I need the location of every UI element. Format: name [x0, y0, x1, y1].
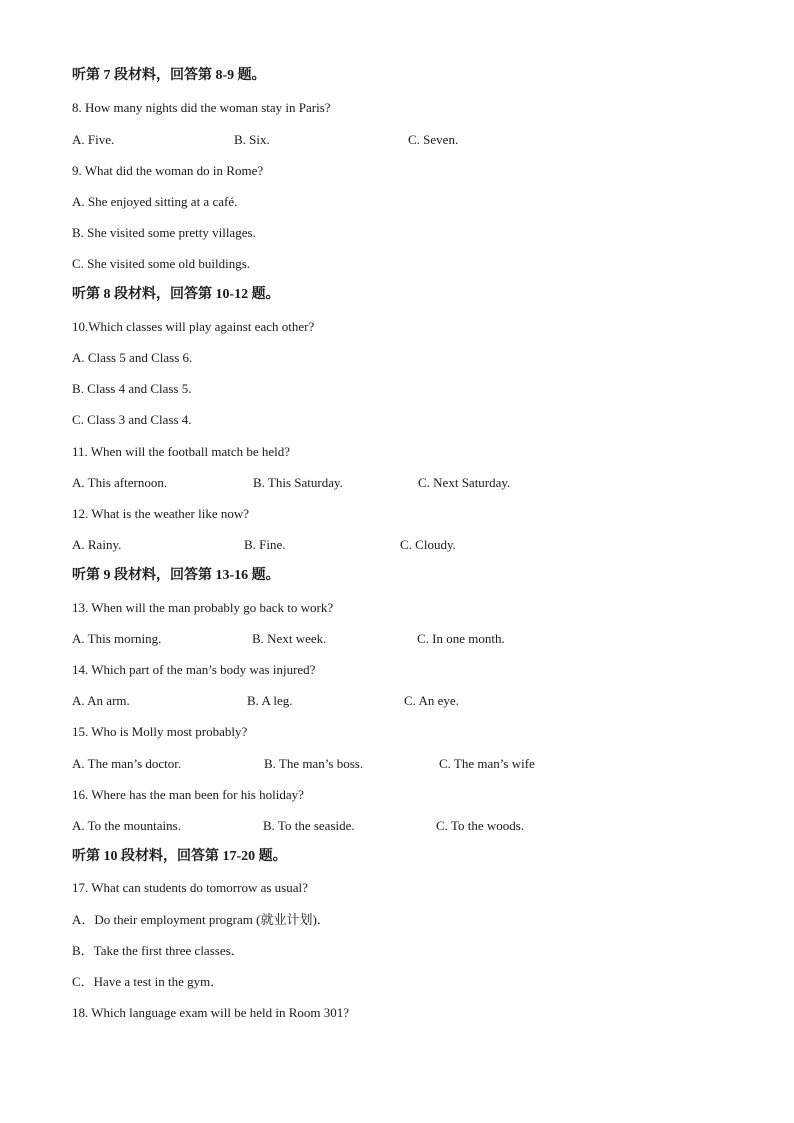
option-11-b[interactable]: B. This Saturday. [253, 475, 343, 490]
question-11: 11. When will the football match be held? [72, 444, 291, 459]
option-16-a[interactable]: A. To the mountains. [72, 818, 181, 833]
option-9-b[interactable]: B. She visited some pretty villages. [72, 225, 256, 240]
option-15-a[interactable]: A. The man’s doctor. [72, 756, 182, 771]
option-8-a[interactable]: A. Five. [72, 132, 115, 147]
question-12: 12. What is the weather like now? [72, 506, 250, 521]
option-9-c[interactable]: C. She visited some old buildings. [72, 256, 251, 271]
option-8-b[interactable]: B. Six. [234, 132, 270, 147]
section-heading-7: 听第 7 段材料，回答第 8-9 题。 [72, 68, 266, 83]
question-16: 16. Where has the man been for his holiday? [72, 787, 304, 802]
option-10-a[interactable]: A. Class 5 and Class 6. [72, 350, 193, 365]
option-13-b[interactable]: B. Next week. [252, 631, 327, 646]
section-heading-9: 听第 9 段材料，回答第 13-16 题。 [72, 568, 280, 583]
option-17-a[interactable]: A．Do their employment program (就业计划)． [72, 912, 330, 927]
option-15-c[interactable]: C. The man’s wife [439, 756, 535, 771]
question-10: 10.Which classes will play against each other? [72, 319, 315, 334]
option-11-c[interactable]: C. Next Saturday. [418, 475, 511, 490]
section-heading-10: 听第 10 段材料，回答第 17-20 题。 [72, 849, 287, 864]
question-13: 13. When will the man probably go back to work? [72, 600, 334, 615]
option-17-c[interactable]: C．Have a test in the gym． [72, 974, 224, 989]
option-12-c[interactable]: C. Cloudy. [400, 537, 456, 552]
option-8-c[interactable]: C. Seven. [408, 132, 459, 147]
option-16-c[interactable]: C. To the woods. [436, 818, 525, 833]
option-14-c[interactable]: C. An eye. [404, 693, 459, 708]
question-9: 9. What did the woman do in Rome? [72, 163, 264, 178]
option-13-a[interactable]: A. This morning. [72, 631, 162, 646]
question-8: 8. How many nights did the woman stay in Paris? [72, 100, 331, 115]
question-15: 15. Who is Molly most probably? [72, 724, 248, 739]
option-14-a[interactable]: A. An arm. [72, 693, 130, 708]
option-13-c[interactable]: C. In one month. [417, 631, 505, 646]
question-18: 18. Which language exam will be held in Room 301? [72, 1005, 350, 1020]
section-heading-8: 听第 8 段材料，回答第 10-12 题。 [72, 287, 280, 302]
option-10-b[interactable]: B. Class 4 and Class 5. [72, 381, 192, 396]
option-12-a[interactable]: A. Rainy. [72, 537, 122, 552]
option-14-b[interactable]: B. A leg. [247, 693, 293, 708]
option-16-b[interactable]: B. To the seaside. [263, 818, 355, 833]
option-10-c[interactable]: C. Class 3 and Class 4. [72, 412, 192, 427]
question-14: 14. Which part of the man’s body was injured? [72, 662, 316, 677]
option-11-a[interactable]: A. This afternoon. [72, 475, 168, 490]
option-15-b[interactable]: B. The man’s boss. [264, 756, 364, 771]
option-9-a[interactable]: A. She enjoyed sitting at a café. [72, 194, 238, 209]
option-12-b[interactable]: B. Fine. [244, 537, 286, 552]
question-17: 17. What can students do tomorrow as usual? [72, 880, 308, 895]
option-17-b[interactable]: B．Take the first three classes． [72, 943, 244, 958]
